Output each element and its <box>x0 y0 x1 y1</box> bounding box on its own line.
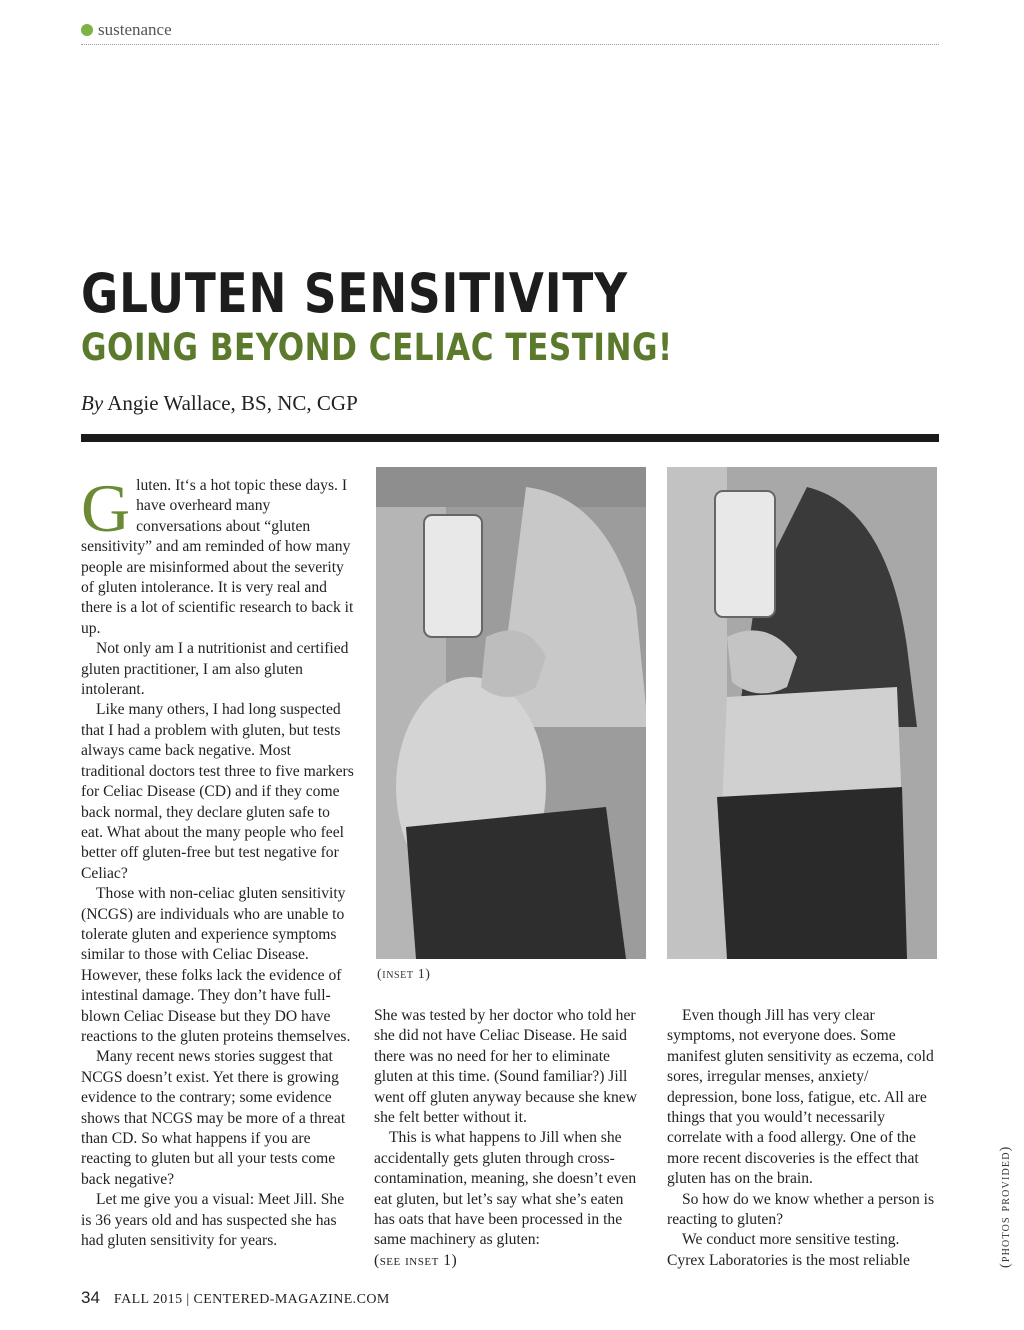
article-subtitle: GOING BEYOND CELIAC TESTING! <box>81 326 673 369</box>
photo-after <box>667 467 937 959</box>
article-column-2 <box>374 1006 647 1271</box>
page-footer <box>81 1288 390 1308</box>
article-title: GLUTEN SENSITIVITY <box>81 262 628 325</box>
paragraph: Even though Jill has very clear symptoms, not everyone does. Some manifest gluten sensitivity as eczema, cold sores, irregular menses, anxiety/ depression, bone loss, fatigue, etc. All are things that you would’t necessarily correlate with a food allergy. One of the more recent discoveries is the effect that gluten has on the brain. <box>667 1007 934 1188</box>
byline-prefix: By <box>81 391 104 415</box>
section-tag <box>81 20 172 40</box>
article-column-3 <box>667 1006 939 1271</box>
photo-credit: (photos provided) <box>998 1145 1013 1268</box>
byline-author: Angie Wallace, BS, NC, CGP <box>107 391 358 415</box>
paragraph: So how do we know whether a person is reacting to gluten? <box>667 1190 935 1229</box>
photo-before <box>376 467 646 959</box>
section-label: sustenance <box>98 20 172 39</box>
paragraph: Many recent news stories suggest that NCGS doesn’t exist. Yet there is growing evidence to the contrary; some evidence shows that NCGS may be more of a threat than CD. So what happens if you are reacting to gluten but all your tests come back negative? <box>81 1048 346 1188</box>
paragraph: Like many others, I had long suspected that I had a problem with gluten, but tests always came back negative. Most traditional doctors test three to five markers for Celiac Disease (CD) and if they come back normal, they declare gluten safe to eat. What about the many people who feel better off gluten-free but test negative for Celiac? <box>81 701 354 882</box>
paragraph-text: luten. It‘s a hot topic these days. I have overheard many conversations about “gluten sensitivity” and am reminded of how many people are misinformed about the severity of gluten intolerance. It is very real and there is a lot of scientific research to back it up. <box>81 477 354 637</box>
paragraph: This is what happens to Jill when she accidentally gets gluten through cross-contamination, meaning, she doesn’t even eat gluten, but let’s say what she’s eaten has oats that have been processed in the same machinery as gluten: <box>374 1129 637 1249</box>
figure-caption: (inset 1) <box>377 967 431 982</box>
paragraph: She was tested by her doctor who told her she did not have Celiac Disease. He said there was no need for her to eliminate gluten at this time. (Sound familiar?) Jill went off gluten anyway because she knew she felt better without it. <box>374 1007 637 1127</box>
dropcap: G <box>81 470 131 546</box>
paragraph: We conduct more sensitive testing. Cyrex Laboratories is the most reliable <box>667 1231 910 1269</box>
header-rule <box>81 44 939 45</box>
title-rule <box>81 434 939 442</box>
page-number: 34 <box>81 1288 100 1307</box>
issue-info: FALL 2015 | CENTERED-MAGAZINE.COM <box>113 1292 390 1307</box>
bullet-dot-icon <box>81 24 93 36</box>
article-column-1 <box>81 470 355 1251</box>
paragraph: Let me give you a visual: Meet Jill. She is 36 years old and has suspected she has had gluten sensitivity for years. <box>81 1191 345 1250</box>
inset-reference: (see inset 1) <box>374 1251 458 1269</box>
paragraph: Not only am I a nutritionist and certified gluten practitioner, I am also gluten intolerant. <box>81 640 349 699</box>
byline <box>81 391 358 416</box>
paragraph <box>81 470 355 639</box>
paragraph: Those with non-celiac gluten sensitivity (NCGS) are individuals who are unable to tolerate gluten and experience symptoms similar to those with Celiac Disease. However, these folks lack the evidence of intestinal damage. They don’t have full-blown Celiac Disease but they DO have reactions to the gluten proteins themselves. <box>81 885 351 1045</box>
